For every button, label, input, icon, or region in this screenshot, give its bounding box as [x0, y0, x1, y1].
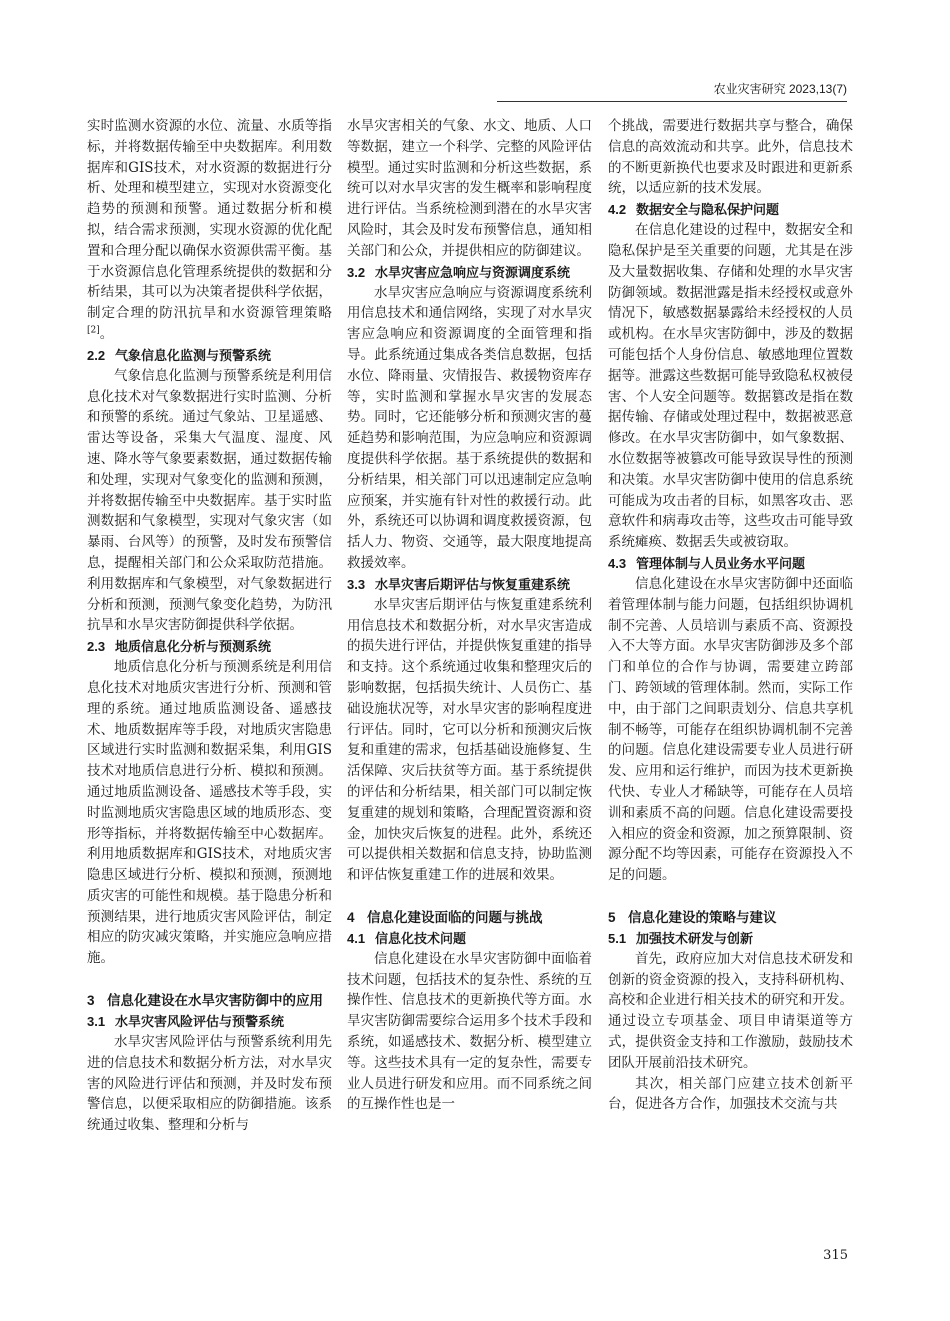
spacer	[87, 969, 332, 990]
journal-citation: 农业灾害研究 2023,13(7)	[713, 82, 847, 96]
paragraph: 个挑战，需要进行数据共享与整合，确保信息的高效流动和共享。此外，信息技术的不断更新换代也要求及时跟进和更新系统，以适应新的技术发展。	[608, 118, 853, 197]
paragraph: 信息化建设在水旱灾害防御中还面临着管理体制与能力问题，包括组织协调机制不完善、人员培训与素质不高、资源投入不大等方面。水旱灾害防御涉及多个部门和单位的合作与协调，需要建立跨部门、跨领域的管理体制。然而，实际工作中，由于部门之间职责划分、信息共享机制不畅等，可能存在组织协调机制不完善的问题。信息化建设需要专业人员进行研发、应用和运行维护，而因为技术更新换代快、专业人才稀缺等，可能存在人员培训和素质不高的问题。信息化建设需要投入相应的资金和资源，加之预算限制、资源分配不均等因素，可能存在资源投入不足的问题。	[608, 575, 853, 884]
section-heading-5: 5 信息化建设的策略与建议	[608, 909, 777, 925]
text-column-1	[87, 116, 332, 1236]
section-heading-4: 4 信息化建设面临的问题与挑战	[347, 909, 543, 925]
journal-header	[497, 80, 847, 102]
paragraph: 在信息化建设的过程中，数据安全和隐私保护是至关重要的问题，尤其是在涉及大量数据收集、存储和处理的水旱灾害防御领域。数据泄露是指未经授权或意外情况下，敏感数据暴露给未经授权的人员或机构。在水旱灾害防御中，涉及的数据可能包括个人身份信息、敏感地理位置数据等。泄露这些数据可能导致隐私权被侵害、个人安全问题等。数据篡改是指在数据传输、存储或处理过程中，数据被恶意修改。在水旱灾害防御中，如气象数据、水位数据等被篡改可能导致误导性的预测和决策。水旱灾害防御中使用的信息系统可能成为攻击者的目标，如黑客攻击、恶意软件和病毒攻击等，这些攻击可能导致系统瘫痪、数据丢失或被窃取。	[608, 222, 853, 551]
spacer	[608, 886, 853, 907]
paragraph: 水旱灾害应急响应与资源调度系统利用信息技术和通信网络，实现了对水旱灾害应急响应和资源调度的全面管理和指导。此系统通过集成各类信息数据，包括水位、降雨量、灾情报告、救援物资库存等，实时监测和掌握水旱灾害的发展态势。同时，它还能够分析和预测灾害的蔓延趋势和影响范围，为应急响应和资源调度提供科学依据。基于系统提供的数据和分析结果，相关部门可以迅速制定应急响应预案，并实施有针对性的救援行动。此外，系统还可以协调和调度救援资源，包括人力、物资、交通等，最大限度地提高救援效率。	[347, 284, 592, 571]
section-heading-2-2: 2.2 气象信息化监测与预警系统	[87, 347, 272, 363]
spacer	[347, 886, 592, 907]
citation-ref[interactable]: [2]	[87, 325, 100, 336]
paragraph: 其次，相关部门应建立技术创新平台，促进各方合作，加强技术交流与共	[608, 1075, 853, 1113]
section-heading-3-3: 3.3 水旱灾害后期评估与恢复重建系统	[347, 576, 571, 592]
paragraph: 水旱灾害相关的气象、水文、地质、人口等数据，建立一个科学、完整的风险评估模型。通过实时监测和分析这些数据，系统可以对水旱灾害的发生概率和影响程度进行评估。当系统检测到潜在的水旱灾害风险时，其会及时发布预警信息，通知相关部门和公众，并提供相应的防御建议。	[347, 118, 592, 259]
section-heading-4-1: 4.1 信息化技术问题	[347, 930, 467, 946]
paragraph: 水旱灾害后期评估与恢复重建系统利用信息技术和数据分析，对水旱灾害造成的损失进行评估，并提供恢复重建的指导和支持。这个系统通过收集和整理灾后的影响数据，包括损失统计、人员伤亡、基础设施状况等，对水旱灾害的影响程度进行评估。同时，它可以分析和预测灾后恢复和重建的需求，包括基础设施修复、生活保障、灾后扶贫等方面。基于系统提供的评估和分析结果，相关部门可以制定恢复重建的规划和策略，合理配置资源和资金，加快灾后恢复的进程。此外，系统还可以提供相关数据和信息支持，协助监测和评估恢复重建工作的进展和效果。	[347, 596, 592, 884]
section-heading-4-2: 4.2 数据安全与隐私保护问题	[608, 202, 780, 218]
paragraph: 信息化建设在水旱灾害防御中面临着技术问题，包括技术的复杂性、系统的互操作性、信息技术的更新换代等方面。水旱灾害防御需要综合运用多个技术手段和系统，如遥感技术、数据分析、模型建立等。这些技术具有一定的复杂性，需要专业人员进行研发和应用。而不同系统之间的互操作性也是一	[347, 950, 592, 1113]
section-heading-3-2: 3.2 水旱灾害应急响应与资源调度系统	[347, 264, 571, 280]
paragraph: 气象信息化监测与预警系统是利用信息化技术对气象数据进行实时监测、分析和预警的系统。通过气象站、卫星遥感、雷达等设备，采集大气温度、湿度、风速、降水等气象要素数据，通过数据传输和处理，实现对气象变化的监测和预测，并将数据传输至中央数据库。基于实时监测数据和气象模型，实现对气象灾害（如暴雨、台风等）的预警，及时发布预警信息，提醒相关部门和公众采取防范措施。利用数据库和气象模型，对气象数据进行分析和预测，预测气象变化趋势，为防汛抗旱和水旱灾害防御提供科学依据。	[87, 367, 332, 634]
paragraph: 水旱灾害风险评估与预警系统利用先进的信息技术和数据分析方法，对水旱灾害的风险进行评估和预测，并及时发布预警信息，以便采取相应的防御措施。该系统通过收集、整理和分析与	[87, 1034, 332, 1134]
paragraph: 实时监测水资源的水位、流量、水质等指标，并将数据传输至中央数据库。利用数据库和GIS技术，对水资源的数据进行分析、处理和模型建立，实现对水资源变化趋势的预测和预警。通过数据分析和模拟，结合需求预测，实现水资源的优化配置和合理分配以确保水资源供需平衡。基于水资源信息化管理系统提供的数据和分析结果，其可以为决策者提供科学依据，制定合理的防汛抗旱和水资源管理策略[2]。	[87, 118, 332, 342]
paragraph: 首先，政府应加大对信息技术研发和创新的资金资源的投入，支持科研机构、高校和企业进行相关技术的研究和开发。通过设立专项基金、项目申请渠道等方式，提供资金支持和工作激励，鼓励技术团队开展前沿技术研究。	[608, 950, 853, 1071]
section-heading-3: 3 信息化建设在水旱灾害防御中的应用	[87, 993, 323, 1009]
section-heading-3-1: 3.1 水旱灾害风险评估与预警系统	[87, 1014, 285, 1030]
text-column-3	[608, 116, 853, 1236]
section-heading-5-1: 5.1 加强技术研发与创新	[608, 930, 754, 946]
section-heading-4-3: 4.3 管理体制与人员业务水平问题	[608, 555, 806, 571]
text-column-2	[347, 116, 592, 1236]
paragraph: 地质信息化分析与预测系统是利用信息化技术对地质灾害进行分析、预测和管理的系统。通过地质监测设备、遥感技术、地质数据库等手段，对地质灾害隐患区域进行实时监测和数据采集，利用GIS技术对地质信息进行分析、模拟和预测。通过地质监测设备、遥感技术等手段，实时监测地质灾害隐患区域的地质形态、变形等指标，并将数据传输至中心数据库。利用地质数据库和GIS技术，对地质灾害隐患区域进行分析、模拟和预测，预测地质灾害的可能性和规模。基于隐患分析和预测结果，进行地质灾害风险评估，制定相应的防灾减灾策略，并实施应急响应措施。	[87, 659, 332, 967]
section-heading-2-3: 2.3 地质信息化分析与预测系统	[87, 639, 272, 655]
page-number: 315	[823, 1248, 848, 1263]
